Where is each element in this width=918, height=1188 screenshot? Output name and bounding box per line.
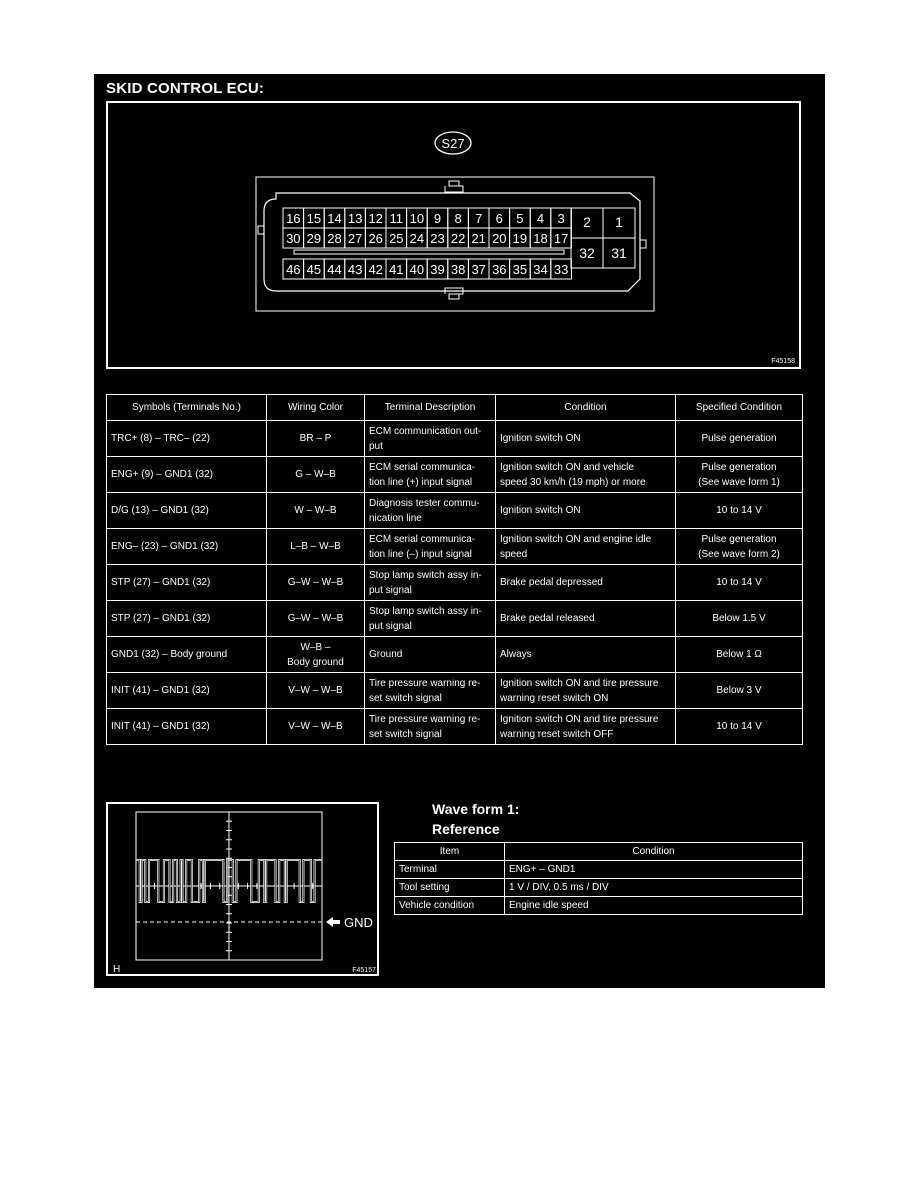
waveform-figure-id: F45157 bbox=[352, 967, 376, 974]
table-cell: G–W – W–B bbox=[267, 565, 365, 601]
table-cell: V–W – W–B bbox=[267, 709, 365, 745]
connector-pin-number: 14 bbox=[327, 211, 342, 226]
table-cell: ECM communication out- put bbox=[365, 421, 496, 457]
waveform-diagram bbox=[106, 802, 379, 976]
table-cell: W – W–B bbox=[267, 493, 365, 529]
connector-pin-number: 34 bbox=[533, 262, 548, 277]
table-cell: Brake pedal released bbox=[496, 601, 676, 637]
table-cell: Ignition switch ON and engine idle speed bbox=[496, 529, 676, 565]
connector-pin-number: 32 bbox=[579, 245, 595, 261]
waveform-heading bbox=[432, 799, 519, 839]
table-cell: ECM serial communica- tion line (–) input signal bbox=[365, 529, 496, 565]
connector-pin-number: 17 bbox=[553, 231, 569, 246]
waveform-reference-table bbox=[394, 842, 803, 915]
table-cell: D/G (13) – GND1 (32) bbox=[107, 493, 267, 529]
connector-tab-right bbox=[640, 240, 646, 248]
connector-pin-number: 12 bbox=[368, 211, 383, 226]
table-row bbox=[107, 673, 803, 709]
table-cell: Ground bbox=[365, 637, 496, 673]
connector-pin-number: 9 bbox=[433, 211, 442, 226]
table-cell: 10 to 14 V bbox=[676, 565, 803, 601]
ref-row bbox=[395, 897, 803, 915]
table-cell: Stop lamp switch assy in- put signal bbox=[365, 601, 496, 637]
table-cell: Below 3 V bbox=[676, 673, 803, 709]
connector-pin-number: 35 bbox=[512, 262, 528, 277]
table-row bbox=[107, 421, 803, 457]
table-cell: Ignition switch ON bbox=[496, 493, 676, 529]
connector-pin-number: 45 bbox=[306, 262, 322, 277]
ref-cell: Terminal bbox=[395, 861, 505, 879]
connector-tab-left bbox=[258, 226, 264, 234]
connector-pin-number: 31 bbox=[611, 245, 627, 261]
table-row bbox=[107, 565, 803, 601]
connector-pin-number: 44 bbox=[327, 262, 342, 277]
connector-pin-number: 41 bbox=[389, 262, 404, 277]
table-body bbox=[107, 421, 803, 745]
gnd-label: GND bbox=[344, 915, 373, 930]
table-cell: Pulse generation bbox=[676, 421, 803, 457]
table-row bbox=[107, 601, 803, 637]
table-cell: Pulse generation (See wave form 1) bbox=[676, 457, 803, 493]
connector-pin-number: 4 bbox=[536, 211, 545, 226]
connector-pin-number: 18 bbox=[533, 231, 548, 246]
connector-pin-number: 43 bbox=[347, 262, 363, 277]
table-row bbox=[107, 709, 803, 745]
table-cell: ECM serial communica- tion line (+) input signal bbox=[365, 457, 496, 493]
table-cell: Tire pressure warning re- set switch signal bbox=[365, 673, 496, 709]
column-header: Wiring Color bbox=[267, 395, 365, 421]
table-cell: G–W – W–B bbox=[267, 601, 365, 637]
ref-cell: Tool setting bbox=[395, 879, 505, 897]
connector-pin-number: 5 bbox=[516, 211, 524, 226]
connector-pin-number: 46 bbox=[286, 262, 301, 277]
ref-column-header: Item bbox=[395, 843, 505, 861]
table-cell: Below 1.5 V bbox=[676, 601, 803, 637]
table-cell: BR – P bbox=[267, 421, 365, 457]
table-cell: Ignition switch ON bbox=[496, 421, 676, 457]
connector-pin-number: 40 bbox=[409, 262, 425, 277]
connector-pin-number: 39 bbox=[430, 262, 445, 277]
connector-diagram bbox=[106, 101, 801, 369]
diagram-panel bbox=[94, 74, 825, 988]
connector-pin-number: 27 bbox=[347, 231, 363, 246]
connector-pin-number: 10 bbox=[409, 211, 425, 226]
connector-pin-number: 26 bbox=[368, 231, 383, 246]
connector-pin-number: 8 bbox=[454, 211, 462, 226]
connector-pin-number: 6 bbox=[495, 211, 503, 226]
table-cell: G – W–B bbox=[267, 457, 365, 493]
table-cell: INIT (41) – GND1 (32) bbox=[107, 709, 267, 745]
waveform-subtitle: Reference bbox=[432, 821, 500, 837]
table-cell: ENG– (23) – GND1 (32) bbox=[107, 529, 267, 565]
column-header: Terminal Description bbox=[365, 395, 496, 421]
connector-pin-number: 3 bbox=[557, 211, 565, 226]
connector-pin-number: 13 bbox=[347, 211, 363, 226]
table-row bbox=[107, 637, 803, 673]
connector-pin-number: 42 bbox=[368, 262, 383, 277]
connector-pin-number: 1 bbox=[615, 214, 623, 230]
table-cell: GND1 (32) – Body ground bbox=[107, 637, 267, 673]
table-cell: 10 to 14 V bbox=[676, 709, 803, 745]
connector-pin-number: 23 bbox=[430, 231, 445, 246]
column-header: Specified Condition bbox=[676, 395, 803, 421]
connector-pin-number: 16 bbox=[286, 211, 301, 226]
connector-pin-number: 22 bbox=[450, 231, 466, 246]
table-cell: STP (27) – GND1 (32) bbox=[107, 601, 267, 637]
connector-pin-number: 25 bbox=[389, 231, 404, 246]
connector-pin-number: 24 bbox=[409, 231, 425, 246]
table-row bbox=[107, 493, 803, 529]
connector-drawing bbox=[108, 103, 803, 371]
table-row bbox=[107, 457, 803, 493]
ref-table-body bbox=[395, 861, 803, 915]
connector-pin-number: 21 bbox=[471, 231, 486, 246]
table-cell: Ignition switch ON and vehicle speed 30 km/h (19 mph) or more bbox=[496, 457, 676, 493]
connector-pin-number: 37 bbox=[471, 262, 486, 277]
connector-label: S27 bbox=[441, 136, 465, 151]
column-header: Symbols (Terminals No.) bbox=[107, 395, 267, 421]
connector-pin-number: 33 bbox=[553, 262, 569, 277]
connector-pin-number: 2 bbox=[583, 214, 591, 230]
connector-pin-number: 15 bbox=[306, 211, 322, 226]
waveform-title: Wave form 1: bbox=[432, 801, 520, 817]
table-cell: TRC+ (8) – TRC– (22) bbox=[107, 421, 267, 457]
connector-key-strip bbox=[294, 250, 564, 254]
table-cell: V–W – W–B bbox=[267, 673, 365, 709]
table-cell: Always bbox=[496, 637, 676, 673]
terminal-spec-table bbox=[106, 394, 803, 745]
connector-pin-number: 30 bbox=[286, 231, 301, 246]
table-cell: ENG+ (9) – GND1 (32) bbox=[107, 457, 267, 493]
waveform-drawing bbox=[108, 804, 381, 978]
connector-pin-number: 38 bbox=[450, 262, 466, 277]
ref-cell: ENG+ – GND1 bbox=[505, 861, 803, 879]
table-cell: Ignition switch ON and tire pressure warning reset switch ON bbox=[496, 673, 676, 709]
ref-cell: 1 V / DIV, 0.5 ms / DIV bbox=[505, 879, 803, 897]
page-title: SKID CONTROL ECU: bbox=[106, 80, 265, 97]
table-cell: Ignition switch ON and tire pressure warning reset switch OFF bbox=[496, 709, 676, 745]
table-cell: W–B – Body ground bbox=[267, 637, 365, 673]
connector-pin-number: 7 bbox=[475, 211, 483, 226]
table-cell: Diagnosis tester commu- nication line bbox=[365, 493, 496, 529]
figure-id: F45158 bbox=[771, 358, 795, 365]
table-header-row bbox=[107, 395, 803, 421]
table-cell: Tire pressure warning re- set switch signal bbox=[365, 709, 496, 745]
ref-cell: Vehicle condition bbox=[395, 897, 505, 915]
connector-pin-number: 28 bbox=[327, 231, 342, 246]
ref-row bbox=[395, 879, 803, 897]
table-cell: Stop lamp switch assy in- put signal bbox=[365, 565, 496, 601]
table-cell: STP (27) – GND1 (32) bbox=[107, 565, 267, 601]
ref-column-header: Condition bbox=[505, 843, 803, 861]
table-row bbox=[107, 529, 803, 565]
table-cell: L–B – W–B bbox=[267, 529, 365, 565]
gnd-arrow-icon bbox=[326, 917, 340, 927]
ref-row bbox=[395, 861, 803, 879]
ref-header-row bbox=[395, 843, 803, 861]
table-cell: Brake pedal depressed bbox=[496, 565, 676, 601]
connector-pin-number: 11 bbox=[389, 211, 404, 226]
table-cell: Pulse generation (See wave form 2) bbox=[676, 529, 803, 565]
table-cell: INIT (41) – GND1 (32) bbox=[107, 673, 267, 709]
ref-cell: Engine idle speed bbox=[505, 897, 803, 915]
waveform-corner-label: H bbox=[113, 964, 121, 975]
connector-pin-number: 36 bbox=[492, 262, 507, 277]
connector-pin-number: 29 bbox=[306, 231, 322, 246]
connector-latch-bottom bbox=[445, 288, 463, 299]
connector-pin-number: 20 bbox=[492, 231, 507, 246]
connector-latch-top bbox=[445, 181, 463, 192]
connector-pin-number: 19 bbox=[512, 231, 528, 246]
column-header: Condition bbox=[496, 395, 676, 421]
table-cell: 10 to 14 V bbox=[676, 493, 803, 529]
table-cell: Below 1 Ω bbox=[676, 637, 803, 673]
